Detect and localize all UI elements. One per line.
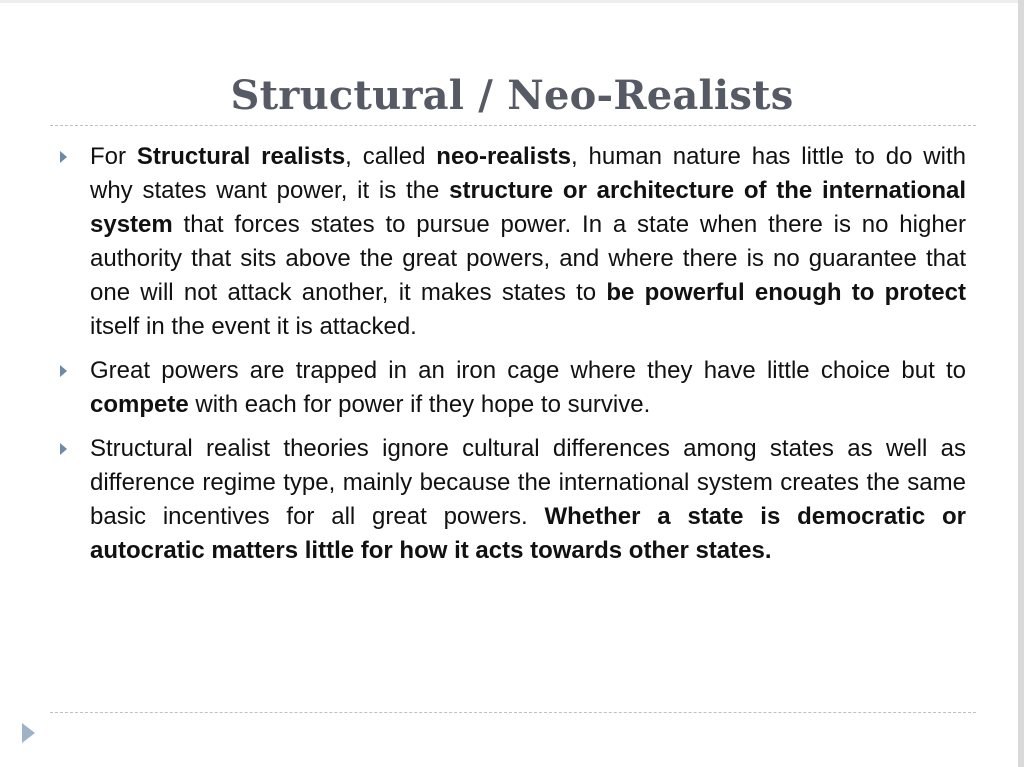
footer-divider — [50, 712, 976, 713]
bullet-text: that forces states to pursue power. In a state when there is no higher authority that sits above the great powers, and where there is no guarantee that one will not attack another, it makes states to — [90, 211, 966, 306]
bullet-text: with each for power if they hope to survive. — [188, 391, 651, 418]
next-slide-icon[interactable] — [22, 723, 35, 743]
bullet-bold-text: compete — [90, 391, 189, 418]
bullet-text: itself in the event it is attacked. — [90, 313, 417, 340]
bullet-triangle-icon — [60, 443, 67, 455]
bullet-bold-text: Structural realists — [136, 143, 346, 170]
bullet-bold-text: be powerful enough to protect — [606, 279, 966, 306]
bullet-triangle-icon — [60, 365, 67, 377]
bullet-text: For — [90, 143, 137, 170]
bullet-text: Great powers are trapped in an iron cage where they have little choice but to — [90, 357, 966, 384]
bullet-text: , human nature has little to do with why states want power, it is the — [90, 143, 966, 204]
slide-top-border — [0, 0, 1024, 3]
bullet-triangle-icon — [60, 151, 67, 163]
bullet-bold-text: Whether a state is democratic or autocratic matters little for how it acts towards other states. — [90, 503, 967, 564]
title-divider — [50, 125, 976, 126]
bullet-bold-text: structure or architecture of the international system — [90, 177, 966, 238]
bullet-item — [56, 432, 966, 568]
slide-title: Structural / Neo-Realists — [230, 72, 794, 119]
bullet-bold-text: neo-realists — [436, 143, 572, 170]
bullet-text: Structural realist theories ignore cultural differences among states as well as difference regime type, mainly because the international system creates the same basic incentives for all great powers. — [90, 435, 966, 530]
bullet-item — [56, 354, 966, 422]
bullet-item — [56, 140, 966, 344]
slide-body — [56, 140, 966, 578]
bullet-text: , called — [345, 143, 437, 170]
